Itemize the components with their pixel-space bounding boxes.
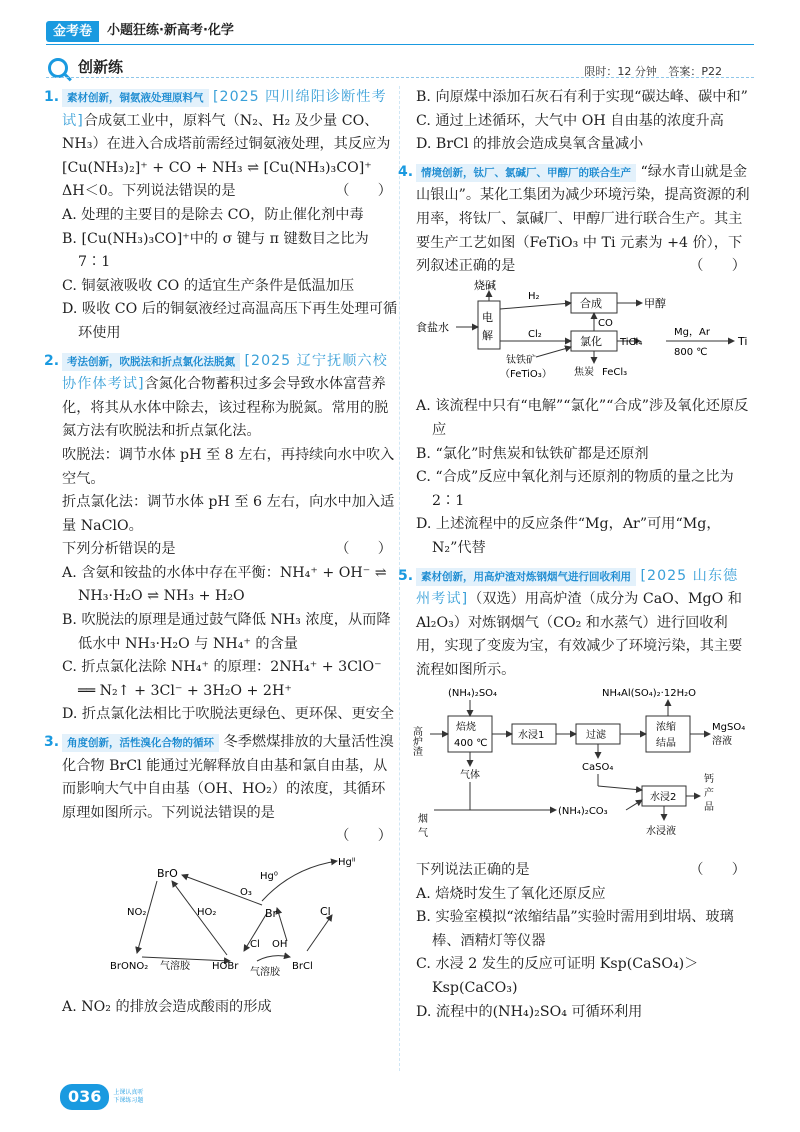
- option-c: C. 水浸 2 发生的反应可证明 Ksp(CaSO₄)＞Ksp(CaCO₃): [416, 956, 699, 997]
- option-b: B. 吹脱法的原理是通过鼓气降低 NH₃ 浓度，从而降低水中 NH₃·H₂O 与 NH₄⁺ 的含量: [62, 612, 391, 652]
- label-brine: 食盐水: [416, 320, 449, 334]
- node-bro: BrO: [157, 867, 178, 880]
- magnifier-icon: [48, 58, 68, 78]
- section-divider: [46, 77, 754, 78]
- label-ca-3: 品: [704, 802, 714, 814]
- titanium-flow-svg: [416, 278, 752, 383]
- stem-text: 冬季燃煤排放的大量活性溴化合物 BrCl 能通过光解释放自由基和氯自由基，从而影响大气中自由基（OH、HO₂）的浓度，其循环原理如图所示。下列说法错误的是: [62, 734, 394, 821]
- label-ticl4: TiCl₄: [620, 336, 643, 348]
- label-co: CO: [598, 317, 613, 329]
- question-number: 3.: [44, 734, 60, 751]
- label-ti: Ti: [738, 334, 748, 348]
- method-blowoff: 吹脱法：调节水体 pH 至 8 左右，再持续向水中吹入空气。: [62, 446, 395, 487]
- box-electrolysis-1: 电: [482, 310, 493, 324]
- question-tag: 角度创新，活性溴化合物的循环: [62, 734, 219, 752]
- stem-text: （双选）用高炉渣（成分为 CaO、MgO 和 Al₂O₃）对炼钢烟气（CO₂ 和水蒸气）进行回收利用，实现了变废为宝，有效减少了环境污染，其主要流程如图所示。: [416, 591, 743, 678]
- label-h2: H₂: [528, 290, 540, 302]
- answer-paren: （ ）: [689, 258, 746, 275]
- ask-text: 下列说法正确的是: [416, 862, 530, 879]
- question-stem: [416, 565, 752, 683]
- footer-slogan: [113, 1089, 143, 1105]
- box-concentrate-2: 结晶: [656, 738, 676, 750]
- option-a: A. 处理的主要目的是除去 CO，防止催化剂中毒: [62, 206, 364, 223]
- question-source: [2025 四川绵阳诊断性考试]: [62, 89, 387, 129]
- right-column: [398, 86, 752, 1028]
- question-3: [44, 731, 398, 1019]
- node-brono2: BrONO₂: [110, 961, 149, 972]
- label-smoke-1: 烟: [418, 814, 428, 826]
- question-source: [2025 辽宁抚顺六校协作体考试]: [62, 352, 388, 393]
- box-roast-2: 400 ℃: [454, 738, 488, 750]
- header: [46, 20, 234, 42]
- box-concentrate-1: 浓缩: [656, 722, 676, 734]
- stem-text: 合成氨工业中，原料气（N₂、H₂ 及少量 CO、NH₃）在进入合成塔前需经过铜氨液处理，其反应为[Cu(NH₃)₂]⁺ + CO + NH₃ ⇌ [Cu(NH₃)₃CO]⁺ ΔH＜0。下列说法错误的是: [62, 112, 391, 200]
- label-slag: 高炉渣: [410, 726, 422, 757]
- box-leach-1: 水浸1: [518, 730, 545, 742]
- timer-info: [584, 60, 722, 84]
- slogan-line-1: 上课认真听: [113, 1088, 144, 1096]
- node-o3: O₃: [240, 887, 252, 898]
- option-b: B. 向原煤中添加石灰石有利于实现“碳达峰、碳中和”: [416, 89, 748, 105]
- page-number: 036: [60, 1084, 109, 1110]
- node-no2: NO₂: [127, 907, 147, 918]
- question-number: 2.: [44, 352, 60, 369]
- ask-text: 下列分析错误的是: [62, 541, 176, 558]
- option-d: D. 折点氯化法相比于吹脱法更绿色、更环保、更安全: [62, 706, 395, 723]
- option-c: C. 折点氯化法除 NH₄⁺ 的原理：2NH₄⁺ + 3ClO⁻ ══ N₂↑ + 3Cl⁻ + 3H₂O + 2H⁺: [62, 659, 382, 699]
- question-2: [44, 350, 398, 728]
- label-cl2: Cl₂: [528, 328, 542, 340]
- label-mgso4-2: 溶液: [712, 736, 732, 748]
- node-hg0: Hg⁰: [260, 871, 278, 882]
- question-5: [398, 565, 752, 1025]
- left-column: [44, 86, 398, 1023]
- question-4: [398, 161, 752, 561]
- label-temperature: 800 ℃: [674, 346, 708, 358]
- question-stem: [62, 350, 398, 444]
- question-3-continued: [416, 86, 752, 157]
- node-br: Br: [265, 907, 278, 920]
- label-mgso4-1: MgSO₄: [712, 722, 746, 734]
- method-breakpoint: 折点氯化法：调节水体 pH 至 6 左右，向水中加入适量 NaClO。: [62, 494, 395, 534]
- question-tag: 情境创新，钛厂、氯碱厂、甲醇厂的联合生产: [416, 164, 636, 182]
- slag-flow-diagram: [410, 686, 752, 855]
- option-a: A. 焙烧时发生了氧化还原反应: [416, 885, 606, 902]
- label-naoh: 烧碱: [474, 278, 496, 292]
- titanium-flow-diagram: [416, 278, 752, 392]
- question-number: 4.: [398, 163, 414, 180]
- slag-flow-svg: [410, 686, 752, 846]
- cycle-svg: [62, 853, 392, 983]
- label-fetio3: （FeTiO₃）: [500, 368, 552, 380]
- label-ca-1: 钙: [704, 774, 714, 786]
- box-filter: 过滤: [586, 730, 606, 742]
- label-leach-liquor: 水浸液: [646, 826, 676, 838]
- label-ore: 钛铁矿: [506, 354, 536, 366]
- label-aerosol-1: 气溶胶: [160, 961, 190, 972]
- slogan-line-2: 下课练习题: [113, 1096, 144, 1104]
- answer-paren: （ ）: [335, 541, 392, 558]
- option-d: D. BrCl 的排放会造成臭氧含量减小: [416, 136, 644, 153]
- question-tag: 素材创新，铜氨液处理原料气: [62, 89, 209, 107]
- label-nh4so4: (NH₄)₂SO₄: [448, 688, 498, 700]
- box-chlorination: 氯化: [580, 334, 602, 348]
- node-hobr: HOBr: [212, 961, 239, 972]
- option-c: C. 铜氨液吸收 CO 的适宜生产条件是低温加压: [62, 277, 355, 294]
- node-oh: OH: [272, 939, 288, 950]
- option-a: A. NO₂ 的排放会造成酸雨的形成: [62, 998, 272, 1015]
- option-d: D. 流程中的(NH₄)₂SO₄ 可循环利用: [416, 1003, 643, 1020]
- label-coke: 焦炭: [574, 366, 594, 378]
- answer-paren: （ ）: [689, 862, 746, 879]
- label-caso4: CaSO₄: [582, 762, 614, 774]
- question-ask: [416, 859, 752, 883]
- label-methanol: 甲醇: [644, 296, 666, 310]
- question-stem: [62, 86, 398, 204]
- label-gas: 气体: [460, 770, 480, 782]
- option-b: B. 实验室模拟“浓缩结晶”实验时需用到坩埚、玻璃棒、酒精灯等仪器: [416, 909, 734, 949]
- node-brcl: BrCl: [292, 961, 313, 972]
- series-title: 小题狂练·新高考·化学: [107, 23, 234, 39]
- answer-page: 答案：P22: [668, 65, 722, 78]
- option-d: D. 上述流程中的反应条件“Mg，Ar”可用“Mg，N₂”代替: [416, 516, 721, 556]
- question-number: 5.: [398, 567, 414, 584]
- question-stem: [62, 731, 398, 825]
- box-roast-1: 焙烧: [456, 722, 476, 734]
- option-b: B. “氯化”时焦炭和钛铁矿都是还原剂: [416, 445, 649, 462]
- time-limit: 限时：12 分钟: [584, 65, 657, 78]
- node-hgii: Hgᴵᴵ: [338, 857, 356, 868]
- section-title: 创新练: [78, 58, 124, 76]
- node-cl: Cl: [320, 905, 331, 918]
- box-leach-2: 水浸2: [650, 792, 677, 804]
- bromine-cycle-diagram: [62, 853, 398, 992]
- question-1: [44, 86, 398, 346]
- stem-text: 含氮化合物蓄积过多会导致水体富营养化，将其从水体中除去，该过程称为脱氮。常用的脱氮方法有吹脱法和折点氯化法。: [62, 376, 389, 440]
- answer-paren: （ ）: [335, 183, 392, 200]
- label-fecl3: FeCl₃: [602, 366, 628, 378]
- node-ho2: HO₂: [197, 907, 217, 918]
- option-c: C. 通过上述循环，大气中 OH 自由基的浓度升高: [416, 112, 724, 129]
- answer-paren: （ ）: [335, 828, 392, 845]
- node-cl-2: Cl: [250, 939, 260, 950]
- option-c: C. “合成”反应中氧化剂与还原剂的物质的量之比为 2∶1: [416, 469, 734, 509]
- question-number: 1.: [44, 89, 60, 105]
- box-synthesis: 合成: [580, 296, 602, 310]
- stem-text: “绿水青山就是金山银山”。某化工集团为减少环境污染，提高资源的利用率，将钛厂、氯碱厂、甲醇厂进行联合生产。其主要生产工艺如图（FeTiO₃ 中 Ti 元素为 +4 价），下列叙述正确的是: [416, 163, 750, 275]
- question-stem: [416, 161, 752, 279]
- option-d: D. 吸收 CO 后的铜氨液经过高温高压下再生处理可循环使用: [62, 301, 398, 341]
- question-tag: 考法创新，吹脱法和折点氯化法脱氮: [62, 353, 240, 371]
- label-condition: Mg，Ar: [674, 326, 710, 338]
- option-b: B. [Cu(NH₃)₃CO]⁺中的 σ 键与 π 键数目之比为 7∶1: [62, 230, 369, 271]
- label-ca-2: 产: [704, 788, 714, 800]
- label-nh4co3: (NH₄)₂CO₃: [558, 806, 608, 818]
- question-ask: [62, 538, 398, 562]
- label-alum-product: NH₄Al(SO₄)₂·12H₂O: [602, 688, 696, 700]
- question-source: [2025 山东德州考试]: [416, 567, 739, 608]
- box-electrolysis-2: 解: [482, 328, 493, 342]
- option-a: A. 该流程中只有“电解”“氯化”“合成”涉及氧化还原反应: [416, 398, 749, 438]
- header-rule: [46, 44, 754, 45]
- page-footer: [60, 1084, 143, 1110]
- question-tag: 素材创新，用高炉渣对炼钢烟气进行回收利用: [416, 568, 636, 586]
- option-a: A. 含氨和铵盐的水体中存在平衡：NH₄⁺ + OH⁻ ⇌ NH₃·H₂O ⇌ NH₃ + H₂O: [62, 564, 387, 605]
- label-smoke-2: 气: [418, 828, 428, 840]
- label-aerosol-2: 气溶胶: [250, 967, 280, 978]
- series-badge: 金考卷: [46, 21, 99, 42]
